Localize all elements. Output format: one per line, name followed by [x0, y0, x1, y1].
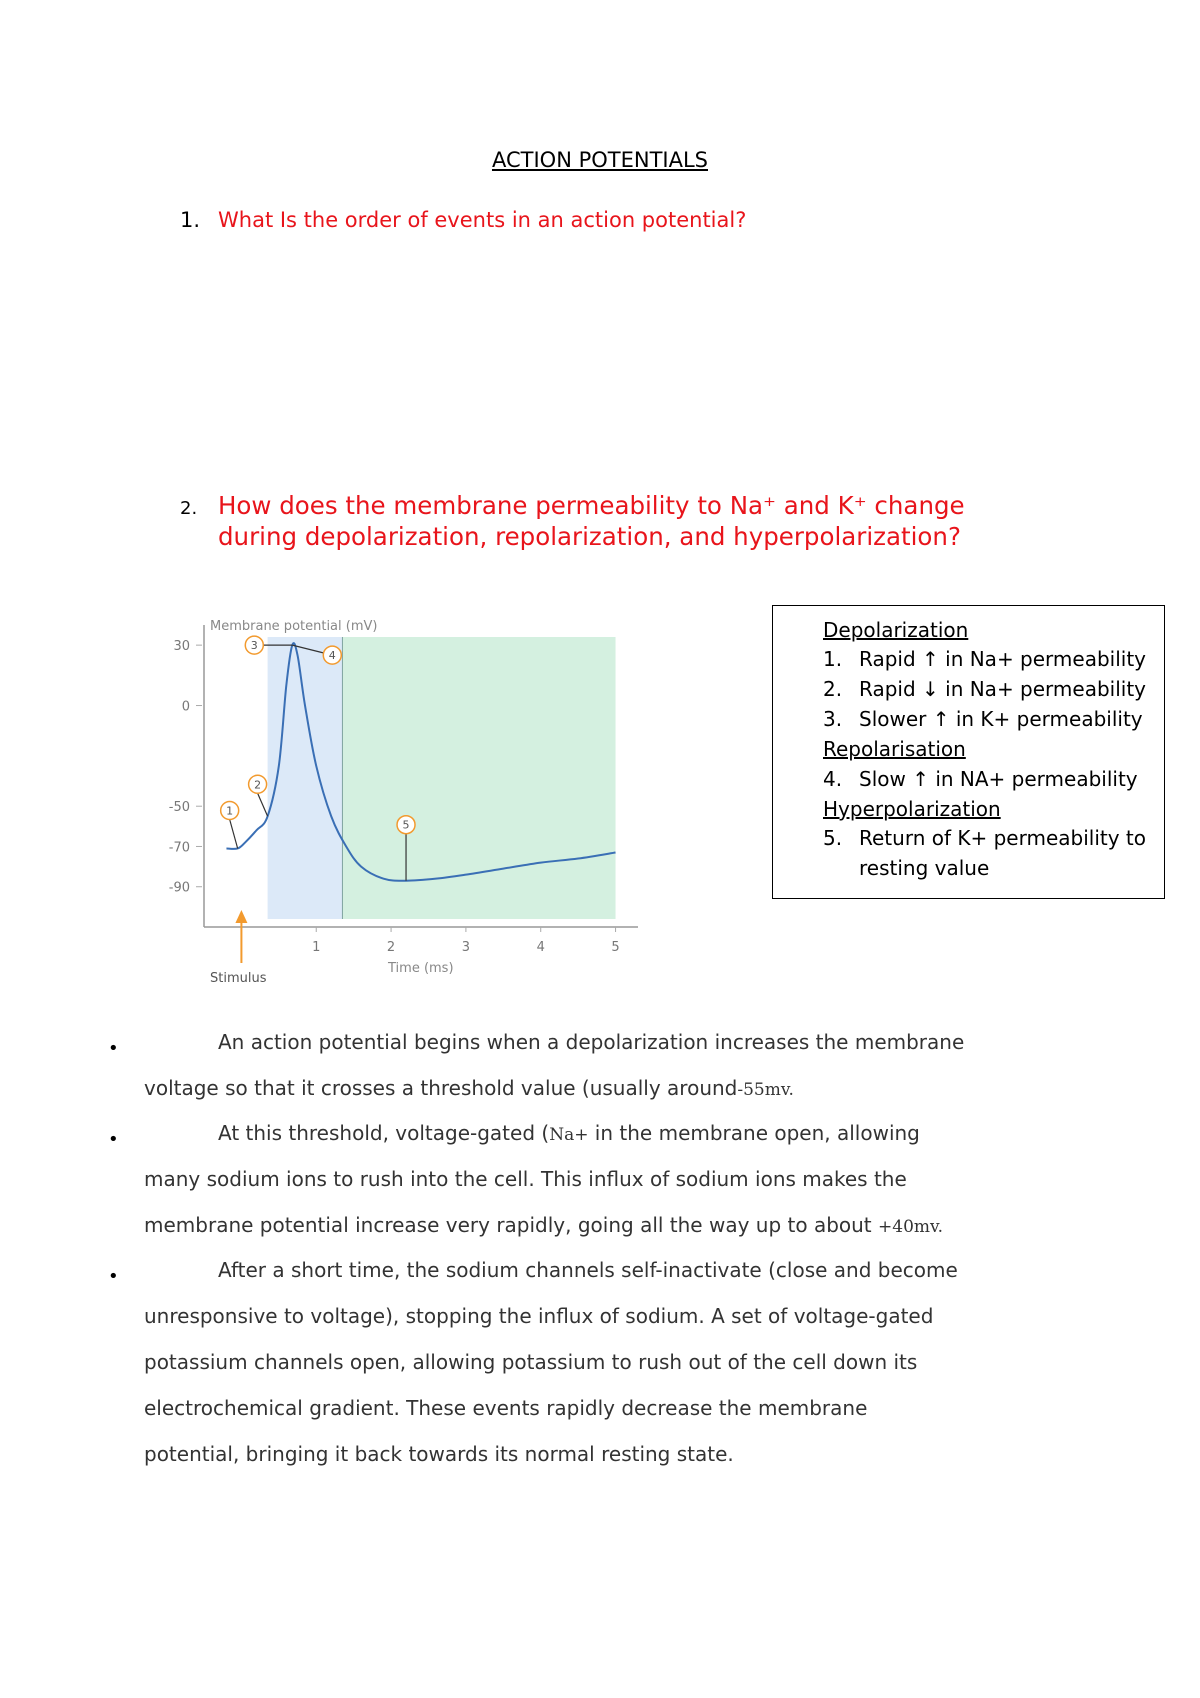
y-tick-label: -70 [168, 840, 190, 856]
y-axis-label: Membrane potential (mV) [210, 619, 378, 634]
question-2-number: 2. [180, 498, 198, 519]
bullet-2-dot: • [108, 1129, 119, 1150]
bullet-2-line-1-na: Na+ [549, 1125, 589, 1145]
action-potential-chart [160, 605, 660, 995]
question-1-text: What Is the order of events in an action potential? [218, 208, 747, 232]
marker-2 [249, 775, 268, 816]
bullet-1-line-2 [144, 1076, 794, 1100]
bullet-2-line-2: many sodium ions to rush into the cell. This influx of sodium ions makes the [144, 1167, 907, 1191]
hyperpolarization-heading: Hyperpolarization [823, 797, 1001, 821]
svg-text:4: 4 [328, 649, 336, 663]
y-tick-label: 30 [173, 639, 190, 655]
question-1-number: 1. [180, 208, 201, 232]
y-tick-label: 0 [181, 699, 190, 715]
legend-item-3-text: Slower ↑ in K+ permeability [859, 707, 1143, 731]
bullet-2-line-3-text: membrane potential increase very rapidly, going all the way up to about [144, 1213, 879, 1237]
x-tick-label: 3 [461, 940, 471, 955]
question-2-line-1: How does the membrane permeability to Na⁺ and K⁺ change [218, 491, 965, 520]
svg-text:5: 5 [402, 818, 410, 832]
x-tick-label: 4 [536, 940, 545, 955]
stimulus-arrow [235, 910, 247, 963]
stimulus-label: Stimulus [210, 971, 267, 986]
bullet-3-line-5: potential, bringing it back towards its normal resting state. [144, 1442, 734, 1466]
bullet-2-line-3 [144, 1213, 943, 1237]
shaded-region-2 [342, 637, 615, 919]
question-2-line-2: during depolarization, repolarization, and hyperpolarization? [218, 522, 961, 551]
legend-item-4-text: Slow ↑ in NA+ permeability [859, 767, 1138, 791]
permeability-summary-box [772, 605, 1165, 899]
bullet-2-line-1 [218, 1121, 920, 1145]
bullet-3-dot: • [108, 1266, 119, 1287]
legend-item-1-text: Rapid ↑ in Na+ permeability [859, 647, 1147, 671]
svg-text:3: 3 [250, 639, 258, 653]
legend-item-5-text-1: Return of K+ permeability to [859, 826, 1146, 850]
x-axis-label: Time (ms) [388, 961, 454, 976]
legend-item-3-number: 3. [823, 707, 843, 731]
question-2-text [218, 490, 1118, 552]
legend-item-1-number: 1. [823, 647, 843, 671]
x-tick-label: 1 [312, 940, 321, 955]
shaded-region-1 [268, 637, 343, 919]
legend-item-2-text: Rapid ↓ in Na+ permeability [859, 677, 1147, 701]
bullet-1-line-2-text: voltage so that it crosses a threshold value (usually around [144, 1076, 738, 1100]
svg-text:2: 2 [254, 778, 262, 792]
bullet-2-line-1-a: At this threshold, voltage-gated ( [218, 1121, 550, 1145]
bullet-3-line-1: After a short time, the sodium channels self-inactivate (close and become [218, 1258, 958, 1282]
bullet-3-line-4: electrochemical gradient. These events rapidly decrease the membrane [144, 1396, 868, 1420]
page-title: ACTION POTENTIALS [491, 148, 708, 172]
marker-1 [221, 801, 239, 848]
bullet-1-line-2-value: -55mv. [737, 1080, 794, 1100]
depolarization-heading: Depolarization [823, 618, 969, 642]
y-tick-label: -50 [168, 800, 190, 816]
bullet-2-line-1-b: in the membrane open, allowing [588, 1121, 920, 1145]
x-tick-label: 5 [611, 940, 620, 955]
legend-item-4-number: 4. [823, 767, 843, 791]
bullet-1-dot: • [108, 1038, 119, 1059]
bullet-1-line-1: An action potential begins when a depolarization increases the membrane [218, 1030, 965, 1054]
svg-text:1: 1 [226, 804, 234, 818]
legend-item-5-number: 5. [823, 826, 843, 850]
y-tick-label: -90 [168, 880, 190, 896]
legend-item-5-text-2: resting value [859, 856, 990, 880]
bullet-3-line-2: unresponsive to voltage), stopping the influx of sodium. A set of voltage-gated [144, 1304, 934, 1328]
repolarisation-heading: Repolarisation [823, 737, 966, 761]
x-tick-label: 2 [386, 940, 396, 955]
bullet-3-line-3: potassium channels open, allowing potassium to rush out of the cell down its [144, 1350, 918, 1374]
bullet-2-line-3-value: +40mv. [878, 1217, 944, 1237]
legend-item-2-number: 2. [823, 677, 843, 701]
